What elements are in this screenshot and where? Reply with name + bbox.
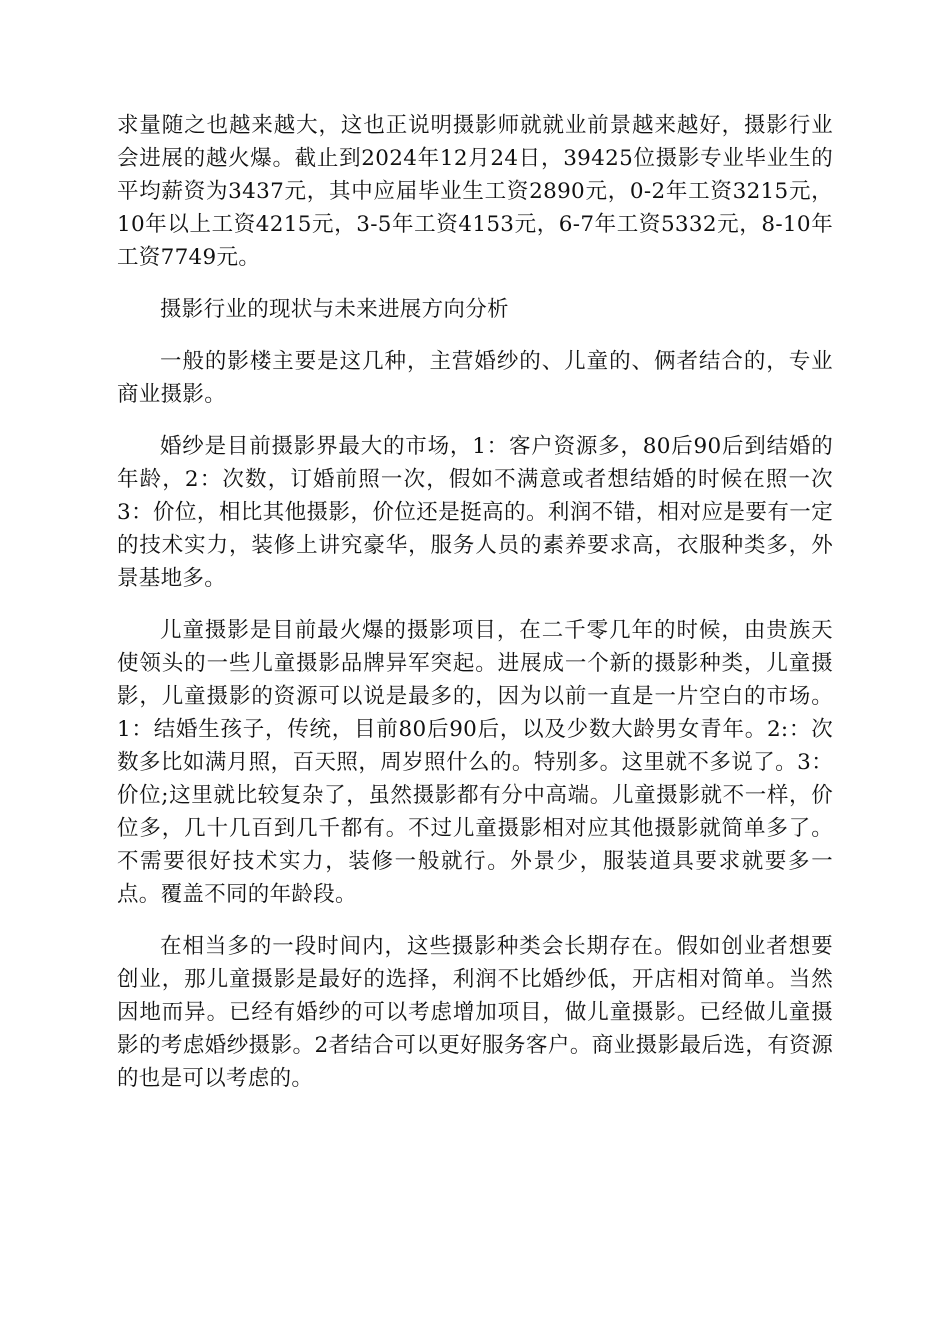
paragraph-children: 儿童摄影是目前最火爆的摄影项目，在二千零几年的时候，由贵族天使领头的一些儿童摄影品牌异军突起。进展成一个新的摄影种类，儿童摄影，儿童摄影的资源可以说是最多的，因为以前一直是一片空白的市场。1：结婚生孩子，传统，目前80后90后，以及少数大龄男女青年。2:：次数多比如满月照，百天照，周岁照什么的。特别多。这里就不多说了。3：价位;这里就比较复杂了，虽然摄影都有分中高端。儿童摄影就不一样，价位多，几十几百到几千都有。不过儿童摄影相对应其他摄影就简单多了。不需要很好技术实力，装修一般就行。外景少，服装道具要求就要多一点。覆盖不同的年龄段。 bbox=[117, 618, 833, 907]
paragraph-salary: 求量随之也越来越大，这也正说明摄影师就就业前景越来越好，摄影行业会进展的越火爆。截止到2024年12月24日，39425位摄影专业毕业生的平均薪资为3437元，其中应届毕业生工资2890元，0-2年工资3215元，10年以上工资4215元，3-5年工资4153元，6-7年工资5332元，8-10年工资7749元。 bbox=[117, 113, 833, 270]
document-body bbox=[117, 109, 833, 1114]
paragraph-studio-types: 一般的影楼主要是这几种，主营婚纱的、儿童的、俩者结合的，专业商业摄影。 bbox=[117, 349, 833, 407]
paragraph-conclusion: 在相当多的一段时间内，这些摄影种类会长期存在。假如创业者想要创业，那儿童摄影是最好的选择，利润不比婚纱低，开店相对简单。当然因地而异。已经有婚纱的可以考虑增加项目，做儿童摄影。已经做儿童摄影的考虑婚纱摄影。2者结合可以更好服务客户。商业摄影最后选，有资源的也是可以考虑的。 bbox=[117, 934, 833, 1091]
section-heading: 摄影行业的现状与未来进展方向分析 bbox=[160, 297, 509, 322]
paragraph-wedding: 婚纱是目前摄影界最大的市场，1：客户资源多，80后90后到结婚的年龄，2：次数，订婚前照一次，假如不满意或者想结婚的时候在照一次3：价位，相比其他摄影，价位还是挺高的。利润不错，相对应是要有一定的技术实力，装修上讲究豪华，服务人员的素养要求高，衣服种类多，外景基地多。 bbox=[117, 434, 833, 591]
